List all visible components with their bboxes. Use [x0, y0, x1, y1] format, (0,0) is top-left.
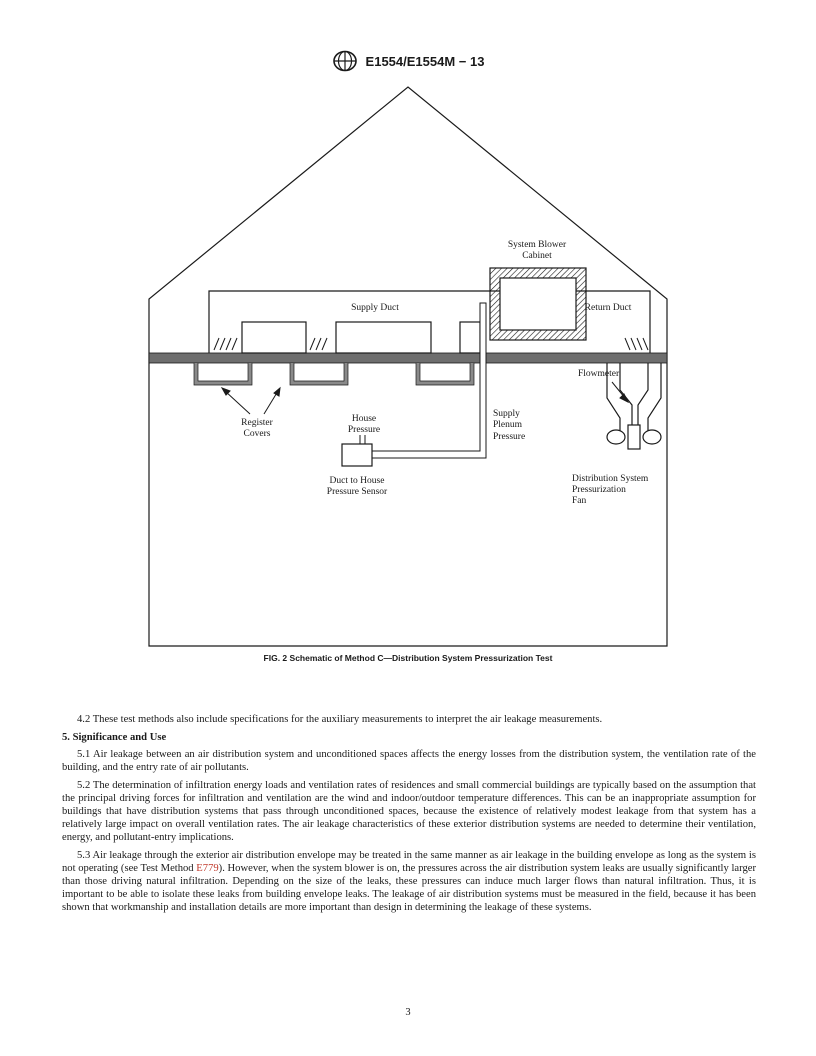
- label-house-pressure: House: [351, 414, 377, 424]
- svg-text:Cabinet: Cabinet: [522, 251, 552, 261]
- annotation-arrows: [222, 382, 628, 414]
- label-flowmeter: Flowmeter: [578, 369, 620, 379]
- body-text: [62, 713, 756, 919]
- svg-text:Pressure Sensor: Pressure Sensor: [326, 487, 388, 497]
- svg-text:Pressure: Pressure: [493, 432, 526, 442]
- section-heading-5: 5. Significance and Use: [62, 732, 167, 743]
- paragraph-5-1: 5.1 Air leakage between an air distribution system and unconditioned spaces affects the energy losses from the distribution system, the ventilation rate of the building, and the entry rate of air pollutants.: [62, 749, 756, 773]
- paragraph-5-3: 5.3 Air leakage through the exterior air distribution envelope may be treated in the same manner as air leakage in the building envelope as long as the system is not operating (see Test Method E779). However, when the system blower is on, the pressures across the air distribution system leaks are usually significantly larger than those driving natural infiltration. Depending on the size of the leaks, these pressures can induce much larger flows than natural infiltration. Thus, it is important to be able to isolate these leaks from building envelope leaks. The leakage of air distribution systems must be measured in the field, because it has been shown that workmanship and installation details are more important than design in determining the leakage of these systems.: [62, 850, 756, 913]
- house-outline: [149, 87, 667, 646]
- label-supply-duct: Supply Duct: [351, 303, 399, 313]
- svg-text:Fan: Fan: [572, 496, 587, 506]
- link-e779[interactable]: E779: [196, 863, 219, 874]
- svg-text:Plenum: Plenum: [493, 420, 523, 430]
- label-supply-plenum-pressure: Supply: [493, 409, 520, 419]
- label-pressurization-fan: Distribution System: [572, 474, 649, 484]
- duct-branch-2: [336, 322, 431, 353]
- label-return-duct: Return Duct: [584, 303, 632, 313]
- label-pressure-sensor: Duct to House: [329, 476, 385, 486]
- duct-branch-1: [242, 322, 306, 353]
- ceiling-bar: [149, 353, 667, 363]
- fan-icon: [607, 430, 625, 444]
- pressure-sensor-box: [342, 444, 372, 466]
- standard-designation: E1554/E1554M − 13: [365, 53, 485, 69]
- label-blower-cabinet: System Blower: [507, 240, 567, 250]
- paragraph-5-2: 5.2 The determination of infiltration energy loads and ventilation rates of residences and small commercial buildings are typically based on the assumption that the principal driving forces for infiltration and ventilation are the wind and indoor/outdoor temperature differences. This can be an inappropriate assumption for buildings that have distribution systems that pass through unconditioned spaces, because the existence of relatively modest leakage from that system has a relatively large impact on overall ventilation rates. The air leakage characteristics of these exterior distribution systems are needed to determine their ventilation, energy, and pollutant-entry implications.: [62, 780, 756, 843]
- page-number: 3: [405, 1007, 411, 1018]
- figure-caption: FIG. 2 Schematic of Method C—Distribution System Pressurization Test: [263, 653, 553, 663]
- paragraph-4-2: 4.2 These test methods also include specifications for the auxiliary measurements to interpret the air leakage measurements.: [77, 714, 603, 725]
- label-register-covers: Register: [241, 418, 273, 428]
- blower-cabinet: [490, 268, 586, 340]
- svg-text:Pressure: Pressure: [347, 425, 381, 435]
- svg-text:Pressurization: Pressurization: [572, 485, 626, 495]
- register-covers: [196, 363, 472, 383]
- duct-branch-3: [460, 322, 480, 353]
- svg-text:Covers: Covers: [243, 429, 271, 439]
